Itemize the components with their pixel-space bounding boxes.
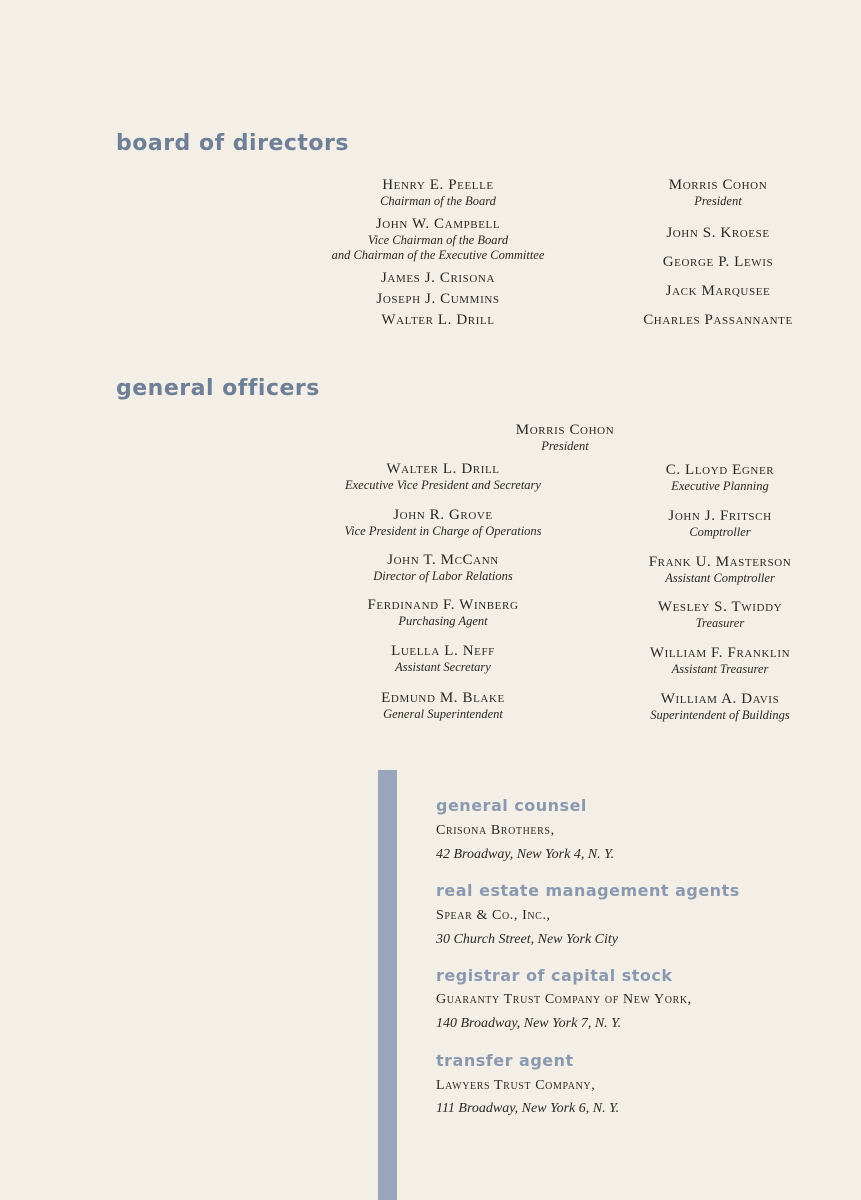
officer-title: Superintendent of Buildings xyxy=(650,708,790,722)
officer-title: Vice President in Charge of Operations xyxy=(344,524,542,538)
member-name: Walter L. Drill xyxy=(381,312,495,328)
agent-name: Lawyers Trust Company, xyxy=(436,1078,596,1093)
officer-title: Assistant Treasurer xyxy=(671,662,769,676)
member-name: Morris Cohon xyxy=(668,177,768,193)
officer xyxy=(570,598,861,631)
board-member xyxy=(288,290,588,308)
officer-name: John J. Fritsch xyxy=(668,508,772,524)
agent-name: Spear & Co., Inc., xyxy=(436,908,551,923)
member-name: Henry E. Peelle xyxy=(382,177,494,193)
officer-title: Executive Planning xyxy=(671,479,769,493)
agent-address: 140 Broadway, New York 7, N. Y. xyxy=(436,1016,622,1031)
board-member xyxy=(568,311,861,329)
member-name: Joseph J. Cummins xyxy=(376,291,500,307)
agent-heading: transfer agent xyxy=(436,1051,574,1070)
officer-title: Purchasing Agent xyxy=(398,614,488,628)
decorative-vertical-bar xyxy=(378,770,397,1200)
agent-heading: real estate management agents xyxy=(436,881,740,900)
agent-name: Guaranty Trust Company of New York, xyxy=(436,992,692,1007)
officer-title: Assistant Secretary xyxy=(395,660,491,674)
officer-name: John T. McCann xyxy=(387,552,499,568)
board-heading: board of directors xyxy=(116,131,349,156)
officer xyxy=(570,507,861,540)
board-member xyxy=(568,282,861,300)
agent-heading: registrar of capital stock xyxy=(436,966,673,985)
officer-name: Edmund M. Blake xyxy=(381,690,505,706)
board-member xyxy=(288,176,588,209)
officer xyxy=(293,460,593,493)
member-title: Chairman of the Board xyxy=(380,194,496,208)
officer xyxy=(293,596,593,629)
agent-address: 30 Church Street, New York City xyxy=(436,932,618,947)
officer-name: William A. Davis xyxy=(660,691,780,707)
officer-name: Morris Cohon xyxy=(515,422,615,438)
board-member xyxy=(568,224,861,242)
officer-name: Ferdinand F. Winberg xyxy=(367,597,519,613)
officer xyxy=(570,644,861,677)
officer xyxy=(570,461,861,494)
agent-address: 111 Broadway, New York 6, N. Y. xyxy=(436,1101,620,1116)
officer-title: Assistant Comptroller xyxy=(665,571,775,585)
board-member xyxy=(568,253,861,271)
officer xyxy=(293,506,593,539)
board-member xyxy=(288,311,588,329)
officer-title: Comptroller xyxy=(689,525,751,539)
officer xyxy=(293,551,593,584)
officer-title: General Superintendent xyxy=(383,707,503,721)
member-name: Jack Marqusee xyxy=(665,283,771,299)
board-member xyxy=(288,269,588,287)
member-name: Charles Passannante xyxy=(643,312,793,328)
officer xyxy=(570,690,861,723)
officer-name: Walter L. Drill xyxy=(386,461,500,477)
officer xyxy=(570,553,861,586)
officer-name: C. Lloyd Egner xyxy=(665,462,775,478)
officer-name: Wesley S. Twiddy xyxy=(657,599,783,615)
member-name: John W. Campbell xyxy=(375,216,501,232)
officer xyxy=(293,642,593,675)
officer-name: Luella L. Neff xyxy=(391,643,495,659)
member-name: George P. Lewis xyxy=(662,254,774,270)
officer-name: William F. Franklin xyxy=(649,645,791,661)
member-name: James J. Crisona xyxy=(380,270,496,286)
board-member xyxy=(288,215,588,263)
officer-name: Frank U. Masterson xyxy=(648,554,792,570)
officer-name: John R. Grove xyxy=(393,507,493,523)
officer-title: Treasurer xyxy=(695,616,745,630)
officer xyxy=(293,689,593,722)
officer xyxy=(415,421,715,454)
member-title: Vice Chairman of the Board xyxy=(367,233,509,247)
officer-title: Director of Labor Relations xyxy=(373,569,513,583)
board-member xyxy=(568,176,861,209)
agent-name: Crisona Brothers, xyxy=(436,823,555,838)
agent-address: 42 Broadway, New York 4, N. Y. xyxy=(436,847,615,862)
member-title: and Chairman of the Executive Committee xyxy=(331,248,545,262)
member-title: President xyxy=(694,194,742,208)
officer-title: President xyxy=(541,439,589,453)
officer-title: Executive Vice President and Secretary xyxy=(345,478,541,492)
officers-heading: general officers xyxy=(116,376,320,401)
member-name: John S. Kroese xyxy=(666,225,770,241)
agent-heading: general counsel xyxy=(436,796,587,815)
